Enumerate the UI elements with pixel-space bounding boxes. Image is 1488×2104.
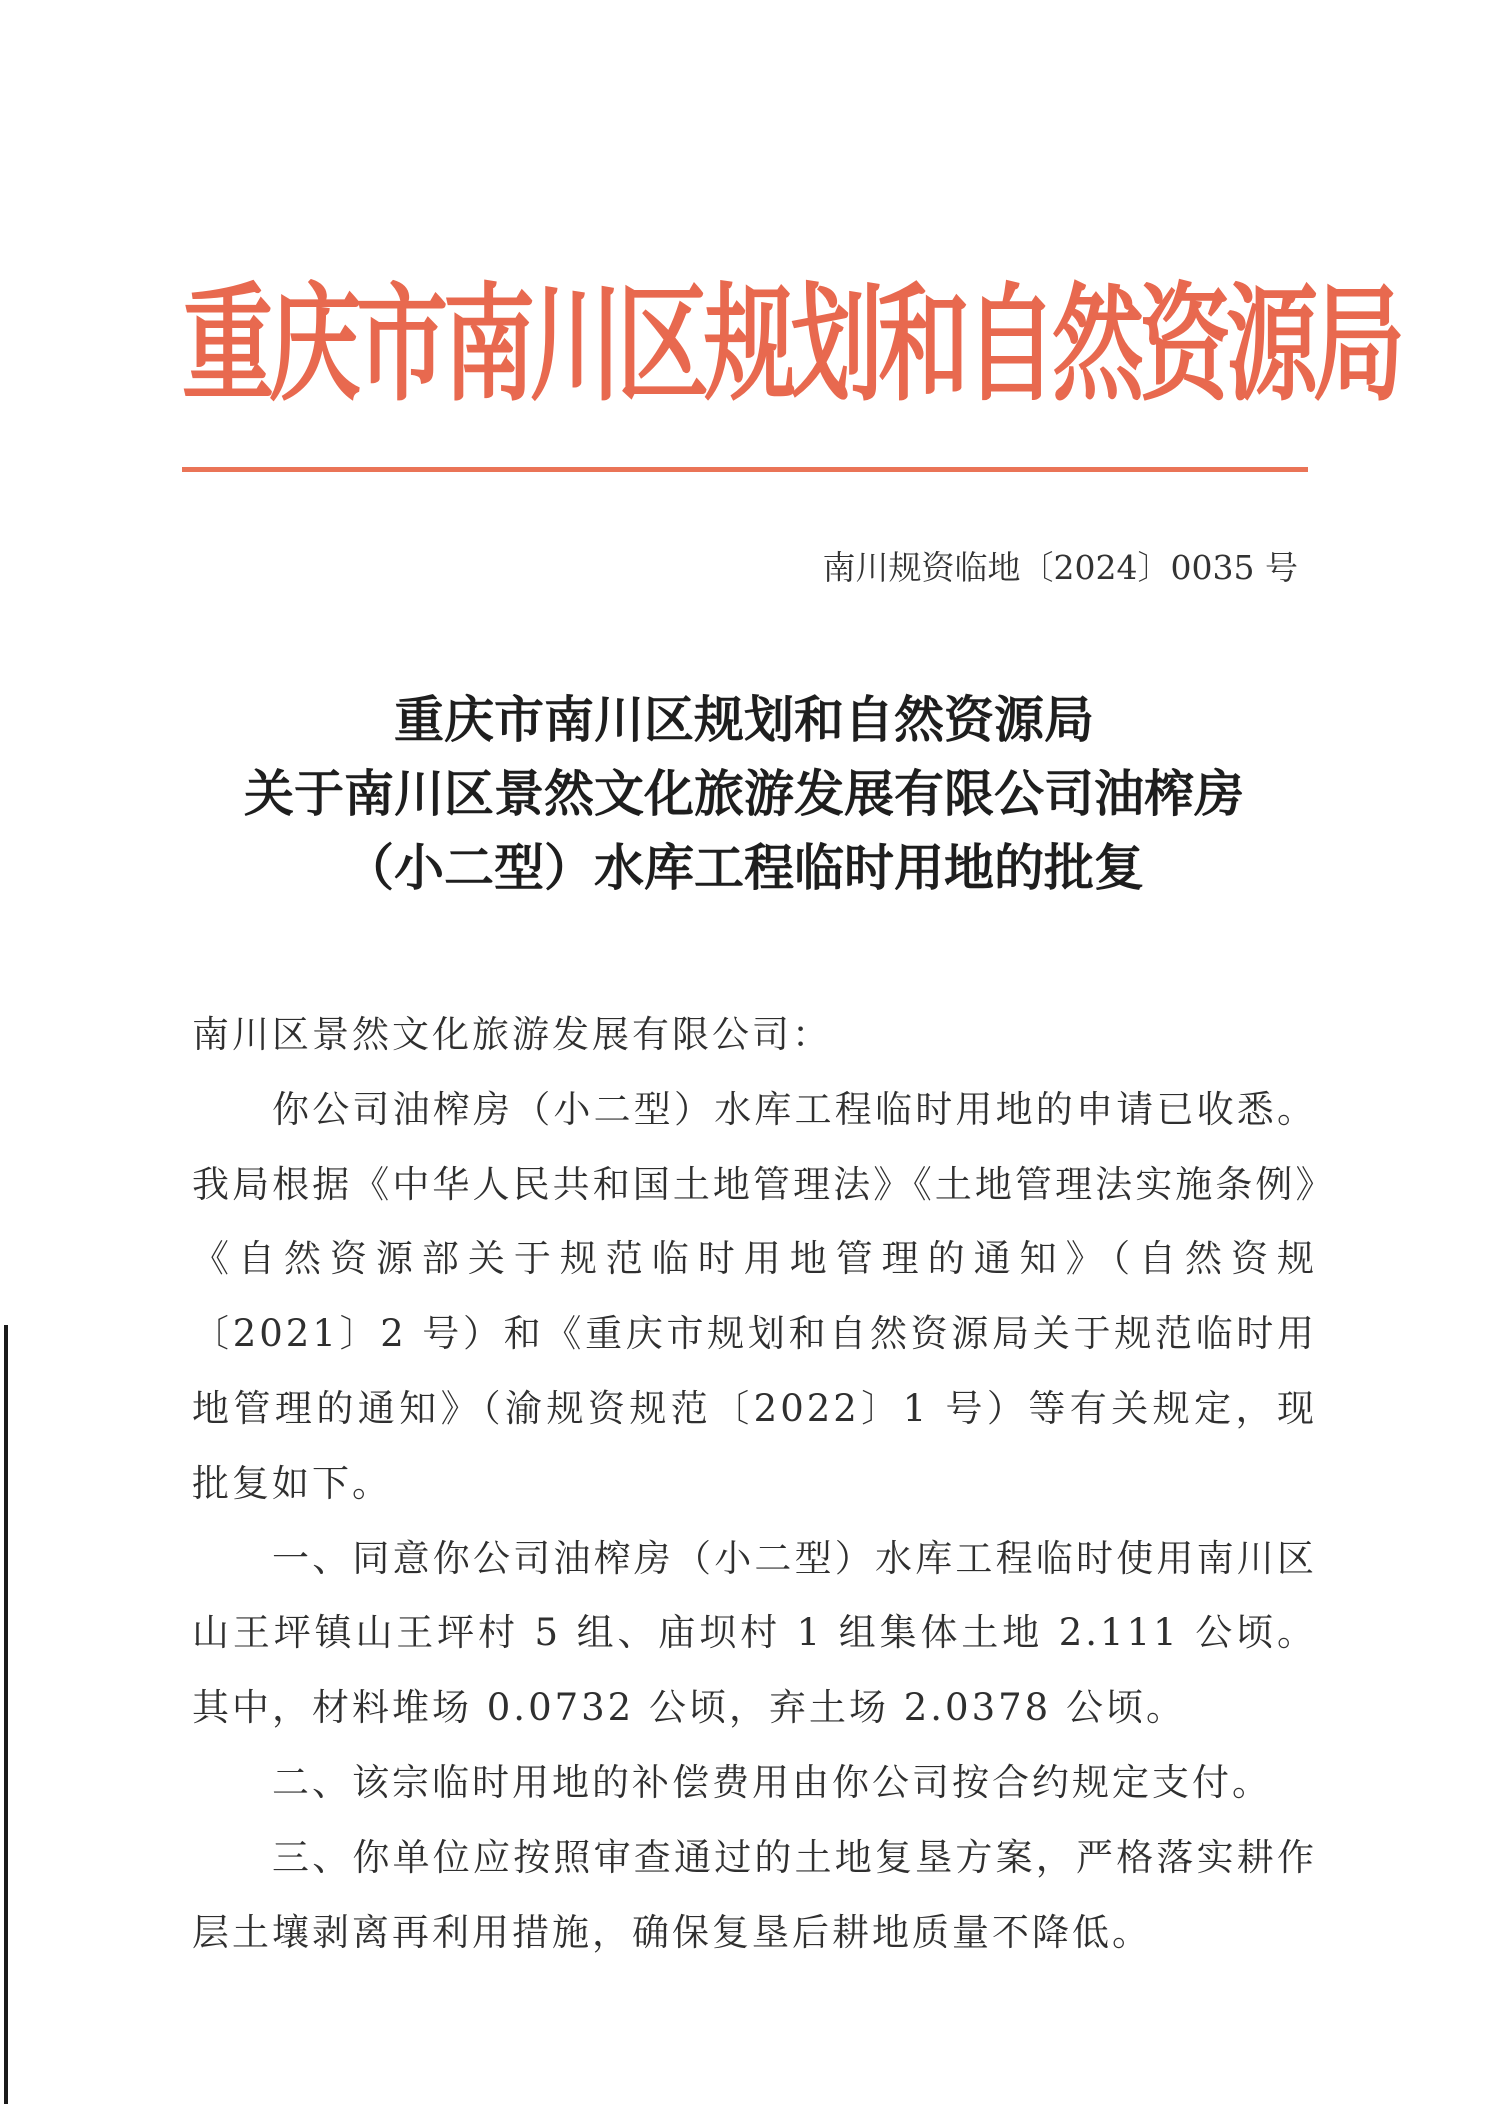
title-line-1: 重庆市南川区规划和自然资源局 xyxy=(394,691,1094,749)
title-line-3: （小二型）水库工程临时用地的批复 xyxy=(344,839,1144,897)
scan-edge-mark xyxy=(4,1325,8,2104)
letterhead-red-rule xyxy=(182,467,1308,472)
document-number: 南川规资临地〔2024〕0035 号 xyxy=(822,548,1298,587)
document-body xyxy=(192,998,1317,1970)
body-paragraph-intro: 你公司油榨房（小二型）水库工程临时用地的申请已收悉。我局根据《中华人民共和国土地管理法》《土地管理法实施条例》《自然资源部关于规范临时用地管理的通知》（自然资规〔2021〕2 号）和《重庆市规划和自然资源局关于规范临时用地管理的通知》（渝规资规范〔2022〕1 号）等有关规定，现批复如下。 xyxy=(192,1087,1317,1505)
body-paragraph-item-3: 三、你单位应按照审查通过的土地复垦方案，严格落实耕作层土壤剥离再利用措施，确保复垦后耕地质量不降低。 xyxy=(192,1835,1317,1954)
addressee: 南川区景然文化旅游发展有限公司： xyxy=(192,1013,832,1056)
letterhead-issuer: 重庆市南川区规划和自然资源局 xyxy=(182,270,1401,419)
body-paragraph-item-1: 一、同意你公司油榨房（小二型）水库工程临时使用南川区山王坪镇山王坪村 5 组、庙坝村 1 组集体土地 2.111 公顷。其中，材料堆场 0.0732 公顷，弃土场 2.0378 公顷。 xyxy=(192,1536,1317,1730)
title-line-2: 关于南川区景然文化旅游发展有限公司油榨房 xyxy=(244,765,1244,823)
document-title xyxy=(150,683,1338,905)
body-paragraph-item-2: 二、该宗临时用地的补偿费用由你公司按合约规定支付。 xyxy=(272,1760,1272,1804)
